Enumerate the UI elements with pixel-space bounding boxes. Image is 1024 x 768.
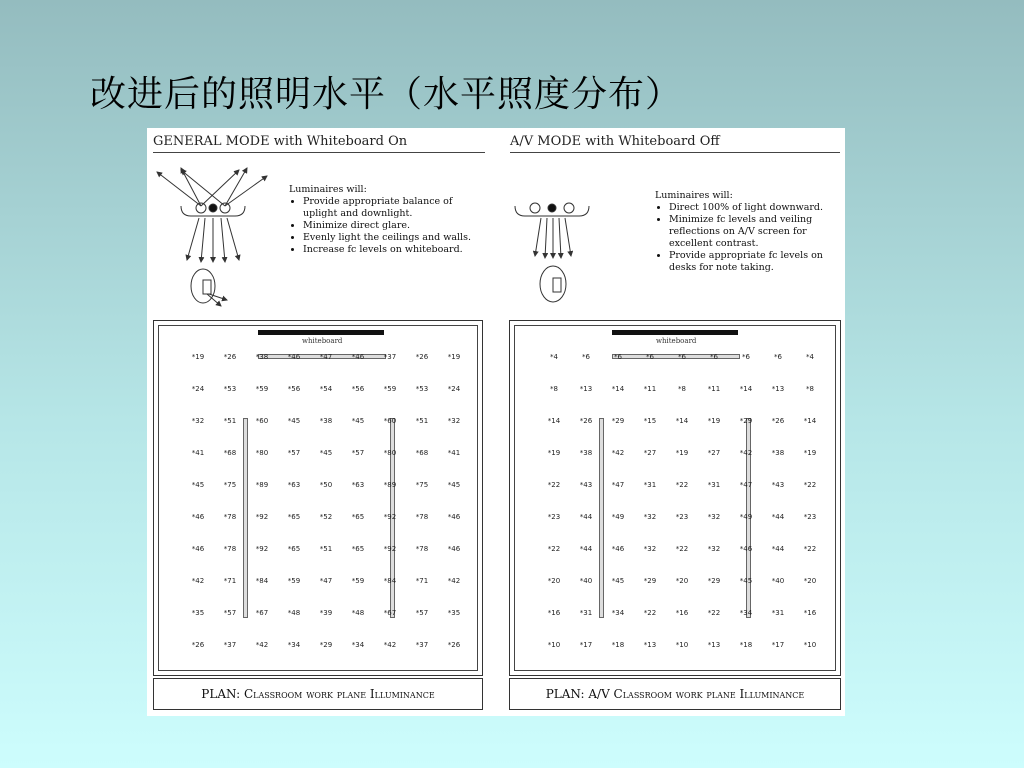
illuminance-value: *40 [771, 577, 785, 585]
note-item: • Evenly light the ceilings and walls. [303, 232, 479, 244]
illuminance-value: *56 [351, 385, 365, 393]
illuminance-value: *46 [739, 545, 753, 553]
illuminance-value: *45 [447, 481, 461, 489]
illuminance-value: *80 [255, 449, 269, 457]
illuminance-value: *51 [223, 417, 237, 425]
illuminance-value: *22 [675, 481, 689, 489]
illuminance-value: *19 [547, 449, 561, 457]
illuminance-value: *43 [579, 481, 593, 489]
illuminance-value: *46 [351, 353, 365, 361]
illuminance-value: *16 [675, 609, 689, 617]
illuminance-value: *22 [547, 545, 561, 553]
illuminance-value: *63 [287, 481, 301, 489]
illuminance-value: *78 [223, 513, 237, 521]
illuminance-value: *45 [611, 577, 625, 585]
general-plan-caption-box [153, 678, 483, 710]
illuminance-value: *13 [771, 385, 785, 393]
illuminance-value: *34 [611, 609, 625, 617]
illuminance-value: *6 [678, 353, 686, 361]
illuminance-value: *41 [447, 449, 461, 457]
illuminance-value: *29 [611, 417, 625, 425]
illuminance-value: *22 [547, 481, 561, 489]
illuminance-value: *51 [415, 417, 429, 425]
note-item: • Increase fc levels on whiteboard. [303, 244, 479, 256]
illuminance-value: *26 [415, 353, 429, 361]
illuminance-value: *67 [255, 609, 269, 617]
illuminance-value: *38 [255, 353, 269, 361]
illuminance-value: *44 [579, 513, 593, 521]
illuminance-value: *24 [191, 385, 205, 393]
whiteboard-bar [258, 330, 384, 335]
illuminance-value: *45 [287, 417, 301, 425]
illuminance-value: *8 [806, 385, 814, 393]
illuminance-value: *29 [319, 641, 333, 649]
illuminance-value: *32 [643, 513, 657, 521]
illuminance-value: *37 [415, 641, 429, 649]
av-plan-box [509, 320, 841, 676]
illuminance-value: *27 [707, 449, 721, 457]
illuminance-value: *50 [319, 481, 333, 489]
illuminance-value: *6 [614, 353, 622, 361]
illuminance-value: *59 [383, 385, 397, 393]
whiteboard-luminaire [612, 354, 740, 359]
note-item: • Provide appropriate balance of uplight and downlight. [303, 196, 479, 220]
notes-title: Luminaires will: [655, 190, 733, 201]
illuminance-value: *17 [579, 641, 593, 649]
illuminance-value: *92 [383, 545, 397, 553]
illuminance-value: *46 [447, 545, 461, 553]
illuminance-value: *23 [803, 513, 817, 521]
illuminance-value: *59 [255, 385, 269, 393]
illuminance-value: *6 [774, 353, 782, 361]
illuminance-value: *56 [287, 385, 301, 393]
illuminance-value: *11 [707, 385, 721, 393]
illuminance-value: *84 [255, 577, 269, 585]
av-mode-heading: A/V MODE with Whiteboard Off [510, 134, 720, 149]
illuminance-value: *32 [191, 417, 205, 425]
illuminance-value: *48 [287, 609, 301, 617]
illuminance-value: *47 [319, 577, 333, 585]
illuminance-value: *22 [803, 481, 817, 489]
illuminance-value: *68 [415, 449, 429, 457]
illuminance-value: *45 [739, 577, 753, 585]
illuminance-value: *4 [550, 353, 558, 361]
illuminance-value: *46 [447, 513, 461, 521]
illuminance-value: *78 [223, 545, 237, 553]
illuminance-value: *49 [739, 513, 753, 521]
illuminance-value: *13 [643, 641, 657, 649]
illuminance-value: *60 [255, 417, 269, 425]
note-item: • Provide appropriate fc levels on desks for note taking. [669, 250, 839, 274]
caption-lead: PLAN: [201, 687, 241, 701]
illuminance-value: *63 [351, 481, 365, 489]
illuminance-value: *89 [383, 481, 397, 489]
illuminance-value: *80 [383, 449, 397, 457]
illuminance-value: *42 [611, 449, 625, 457]
whiteboard-label: whiteboard [302, 337, 343, 345]
caption-lead: PLAN: [545, 687, 585, 701]
illuminance-value: *39 [319, 609, 333, 617]
illuminance-value: *57 [415, 609, 429, 617]
illuminance-value: *14 [675, 417, 689, 425]
illuminance-value: *18 [739, 641, 753, 649]
illuminance-value: *53 [415, 385, 429, 393]
illuminance-value: *29 [643, 577, 657, 585]
illuminance-value: *40 [579, 577, 593, 585]
illuminance-value: *67 [383, 609, 397, 617]
illuminance-value: *14 [547, 417, 561, 425]
illuminance-value: *37 [223, 641, 237, 649]
illuminance-value: *43 [771, 481, 785, 489]
notes-title: Luminaires will: [289, 184, 367, 195]
illuminance-value: *35 [191, 609, 205, 617]
illuminance-value: *45 [319, 449, 333, 457]
illuminance-value: *19 [675, 449, 689, 457]
illuminance-value: *8 [550, 385, 558, 393]
whiteboard-label: whiteboard [656, 337, 697, 345]
illuminance-value: *22 [707, 609, 721, 617]
illuminance-value: *16 [547, 609, 561, 617]
room-outline [514, 325, 836, 671]
illuminance-value: *59 [287, 577, 301, 585]
illuminance-value: *31 [771, 609, 785, 617]
illuminance-value: *16 [803, 609, 817, 617]
illuminance-value: *47 [319, 353, 333, 361]
illuminance-value: *57 [287, 449, 301, 457]
illuminance-value: *44 [771, 513, 785, 521]
downlight-diagram-icon [513, 194, 603, 309]
illuminance-value: *42 [191, 577, 205, 585]
illuminance-value: *49 [611, 513, 625, 521]
illuminance-value: *68 [223, 449, 237, 457]
illuminance-value: *6 [710, 353, 718, 361]
pendant-luminaire-left [243, 418, 248, 618]
illuminance-value: *23 [547, 513, 561, 521]
illuminance-value: *8 [678, 385, 686, 393]
illuminance-value: *10 [675, 641, 689, 649]
illuminance-value: *92 [383, 513, 397, 521]
illuminance-value: *57 [351, 449, 365, 457]
illuminance-value: *51 [319, 545, 333, 553]
illuminance-value: *6 [582, 353, 590, 361]
illuminance-value: *92 [255, 513, 269, 521]
illuminance-value: *22 [675, 545, 689, 553]
illuminance-value: *14 [803, 417, 817, 425]
illuminance-value: *26 [223, 353, 237, 361]
illuminance-value: *38 [319, 417, 333, 425]
illuminance-value: *20 [803, 577, 817, 585]
illuminance-value: *34 [739, 609, 753, 617]
illuminance-value: *11 [643, 385, 657, 393]
illuminance-value: *35 [447, 609, 461, 617]
illuminance-value: *19 [707, 417, 721, 425]
plan-caption [201, 687, 434, 701]
illuminance-value: *65 [351, 513, 365, 521]
illuminance-value: *78 [415, 513, 429, 521]
note-item: • Minimize direct glare. [303, 220, 479, 232]
illuminance-value: *46 [191, 513, 205, 521]
illuminance-value: *19 [447, 353, 461, 361]
illuminance-value: *47 [739, 481, 753, 489]
illuminance-value: *52 [319, 513, 333, 521]
illuminance-value: *42 [739, 449, 753, 457]
illuminance-value: *13 [707, 641, 721, 649]
illuminance-value: *34 [287, 641, 301, 649]
illuminance-value: *92 [255, 545, 269, 553]
general-mode-notes [289, 184, 479, 256]
illuminance-value: *18 [611, 641, 625, 649]
illuminance-value: *32 [707, 545, 721, 553]
illuminance-value: *44 [771, 545, 785, 553]
illuminance-value: *42 [383, 641, 397, 649]
illuminance-value: *23 [675, 513, 689, 521]
illuminance-value: *71 [415, 577, 429, 585]
illuminance-value: *44 [579, 545, 593, 553]
illuminance-value: *37 [383, 353, 397, 361]
uplight-downlight-diagram-icon [151, 168, 271, 308]
illuminance-value: *75 [223, 481, 237, 489]
illuminance-value: *14 [739, 385, 753, 393]
illuminance-value: *38 [771, 449, 785, 457]
illuminance-value: *31 [579, 609, 593, 617]
illuminance-value: *26 [447, 641, 461, 649]
illuminance-value: *65 [287, 545, 301, 553]
illuminance-value: *31 [643, 481, 657, 489]
illuminance-value: *45 [351, 417, 365, 425]
general-mode-heading: GENERAL MODE with Whiteboard On [153, 134, 408, 149]
illuminance-value: *41 [191, 449, 205, 457]
illuminance-value: *32 [707, 513, 721, 521]
illuminance-value: *20 [547, 577, 561, 585]
note-item: • Direct 100% of light downward. [669, 202, 839, 214]
illuminance-value: *59 [351, 577, 365, 585]
illuminance-value: *31 [707, 481, 721, 489]
illuminance-value: *27 [643, 449, 657, 457]
illuminance-value: *46 [191, 545, 205, 553]
lighting-diagram [147, 128, 845, 716]
illuminance-value: *32 [447, 417, 461, 425]
illuminance-value: *65 [287, 513, 301, 521]
illuminance-value: *17 [771, 641, 785, 649]
illuminance-value: *47 [611, 481, 625, 489]
illuminance-value: *57 [223, 609, 237, 617]
caption-text: Classroom work plane Illuminance [243, 687, 435, 701]
caption-text: A/V Classroom work plane Illuminance [588, 687, 805, 701]
heading-rule [153, 152, 485, 153]
illuminance-value: *22 [643, 609, 657, 617]
illuminance-value: *26 [191, 641, 205, 649]
general-plan-box [153, 320, 483, 676]
illuminance-value: *45 [191, 481, 205, 489]
illuminance-value: *32 [643, 545, 657, 553]
illuminance-value: *46 [287, 353, 301, 361]
illuminance-value: *26 [771, 417, 785, 425]
illuminance-value: *38 [579, 449, 593, 457]
illuminance-value: *71 [223, 577, 237, 585]
illuminance-value: *42 [447, 577, 461, 585]
illuminance-value: *29 [739, 417, 753, 425]
illuminance-value: *60 [383, 417, 397, 425]
illuminance-value: *75 [415, 481, 429, 489]
illuminance-value: *13 [579, 385, 593, 393]
illuminance-value: *14 [611, 385, 625, 393]
note-item: • Minimize fc levels and veiling reflections on A/V screen for excellent contrast. [669, 214, 839, 250]
illuminance-value: *6 [646, 353, 654, 361]
illuminance-value: *4 [806, 353, 814, 361]
illuminance-value: *19 [191, 353, 205, 361]
illuminance-value: *6 [742, 353, 750, 361]
heading-rule [510, 152, 840, 153]
av-plan-caption-box [509, 678, 841, 710]
illuminance-value: *10 [547, 641, 561, 649]
illuminance-value: *29 [707, 577, 721, 585]
illuminance-value: *48 [351, 609, 365, 617]
illuminance-value: *53 [223, 385, 237, 393]
room-outline [158, 325, 478, 671]
illuminance-value: *78 [415, 545, 429, 553]
whiteboard-bar [612, 330, 738, 335]
slide-title: 改进后的照明水平（水平照度分布） [90, 74, 683, 115]
illuminance-value: *54 [319, 385, 333, 393]
illuminance-value: *26 [579, 417, 593, 425]
illuminance-value: *19 [803, 449, 817, 457]
illuminance-value: *34 [351, 641, 365, 649]
plan-caption [546, 687, 805, 701]
illuminance-value: *22 [803, 545, 817, 553]
illuminance-value: *46 [611, 545, 625, 553]
illuminance-value: *24 [447, 385, 461, 393]
illuminance-value: *15 [643, 417, 657, 425]
av-mode-notes [655, 190, 839, 274]
pendant-luminaire-left [599, 418, 604, 618]
illuminance-value: *42 [255, 641, 269, 649]
illuminance-value: *89 [255, 481, 269, 489]
illuminance-value: *20 [675, 577, 689, 585]
illuminance-value: *10 [803, 641, 817, 649]
illuminance-value: *65 [351, 545, 365, 553]
illuminance-value: *84 [383, 577, 397, 585]
